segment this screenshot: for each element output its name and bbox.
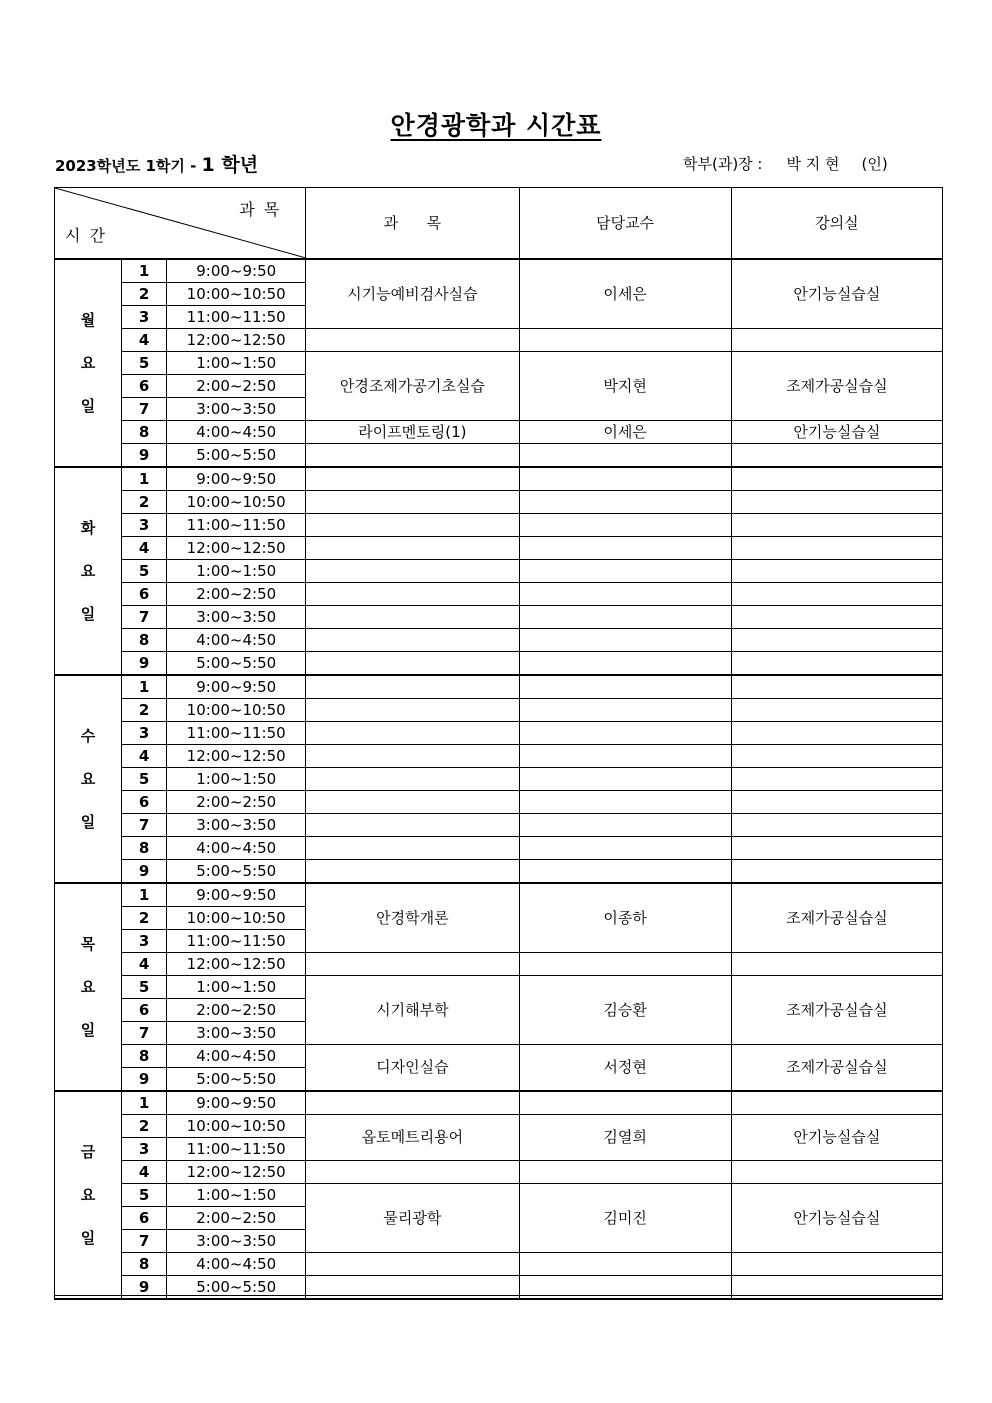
period-time: 2:00~2:50: [167, 1207, 306, 1230]
period-time: 4:00~4:50: [167, 421, 306, 444]
grade: 1 학년: [201, 154, 259, 176]
class-subject: [306, 606, 519, 629]
period-time: 2:00~2:50: [167, 791, 306, 814]
day-label-char: 요: [80, 1185, 96, 1204]
period-number: 1: [122, 883, 167, 907]
table-row: [55, 352, 943, 375]
period-time: 11:00~11:50: [167, 722, 306, 745]
class-room: [731, 514, 942, 537]
class-room: 안기능실습실: [731, 1115, 942, 1161]
class-professor: [519, 1161, 731, 1184]
period-time: 12:00~12:50: [167, 745, 306, 768]
class-professor: 박지현: [519, 352, 731, 421]
table-row: [55, 467, 943, 491]
table-row: [55, 837, 943, 860]
class-subject: 안경조제가공기초실습: [306, 352, 519, 421]
period-number: 1: [122, 675, 167, 699]
class-subject: 디자인실습: [306, 1045, 519, 1092]
class-professor: [519, 675, 731, 699]
class-room: [731, 814, 942, 837]
period-number: 5: [122, 768, 167, 791]
class-professor: [519, 1253, 731, 1276]
class-professor: [519, 837, 731, 860]
period-time: 4:00~4:50: [167, 629, 306, 652]
period-number: 9: [122, 652, 167, 676]
class-subject: [306, 560, 519, 583]
class-room: [731, 629, 942, 652]
period-time: 5:00~5:50: [167, 444, 306, 468]
period-time: 12:00~12:50: [167, 1161, 306, 1184]
class-room: [731, 444, 942, 468]
diagonal-header-cell: [55, 188, 306, 260]
class-professor: [519, 652, 731, 676]
day-label-char: 화: [80, 518, 96, 537]
period-number: 7: [122, 1022, 167, 1045]
class-subject: [306, 745, 519, 768]
period-number: 4: [122, 1161, 167, 1184]
class-room: 조제가공실습실: [731, 976, 942, 1045]
period-time: 5:00~5:50: [167, 1276, 306, 1300]
day-label-char: 요: [80, 769, 96, 788]
period-time: 3:00~3:50: [167, 814, 306, 837]
table-row: [55, 652, 943, 676]
period-time: 1:00~1:50: [167, 560, 306, 583]
period-number: 3: [122, 722, 167, 745]
period-number: 1: [122, 259, 167, 283]
class-subject: [306, 1276, 519, 1300]
class-professor: [519, 444, 731, 468]
class-room: 안기능실습실: [731, 1184, 942, 1253]
period-number: 4: [122, 953, 167, 976]
table-row: [55, 259, 943, 283]
day-label-char: 요: [80, 353, 96, 372]
period-number: 2: [122, 1115, 167, 1138]
period-number: 5: [122, 352, 167, 375]
table-row: [55, 1161, 943, 1184]
class-subject: [306, 675, 519, 699]
day-label-char: 일: [80, 1020, 96, 1039]
day-label-char: 일: [80, 1228, 96, 1247]
class-subject: [306, 1253, 519, 1276]
period-number: 6: [122, 1207, 167, 1230]
class-room: [731, 467, 942, 491]
class-subject: 시기능예비검사실습: [306, 259, 519, 329]
period-time: 5:00~5:50: [167, 1068, 306, 1092]
class-subject: [306, 1091, 519, 1115]
class-room: [731, 1276, 942, 1300]
period-number: 8: [122, 1045, 167, 1068]
period-time: 11:00~11:50: [167, 930, 306, 953]
table-row: [55, 722, 943, 745]
period-time: 9:00~9:50: [167, 259, 306, 283]
day-label-cell: [55, 883, 122, 1091]
table-row: [55, 768, 943, 791]
table-row: [55, 1115, 943, 1138]
class-professor: [519, 629, 731, 652]
class-professor: 이세은: [519, 421, 731, 444]
header-room: 강의실: [731, 188, 942, 260]
class-professor: 김승환: [519, 976, 731, 1045]
class-professor: [519, 467, 731, 491]
day-label-cell: [55, 259, 122, 467]
class-room: [731, 675, 942, 699]
period-time: 3:00~3:50: [167, 1230, 306, 1253]
period-time: 9:00~9:50: [167, 467, 306, 491]
class-subject: [306, 722, 519, 745]
class-subject: [306, 814, 519, 837]
timetable: [54, 187, 943, 1300]
class-room: [731, 699, 942, 722]
class-professor: [519, 606, 731, 629]
period-number: 3: [122, 1138, 167, 1161]
table-row: [55, 444, 943, 468]
class-room: [731, 560, 942, 583]
class-room: [731, 1091, 942, 1115]
period-number: 3: [122, 514, 167, 537]
class-professor: 이종하: [519, 883, 731, 953]
period-number: 2: [122, 699, 167, 722]
period-number: 3: [122, 930, 167, 953]
period-number: 7: [122, 1230, 167, 1253]
class-professor: [519, 953, 731, 976]
period-number: 1: [122, 467, 167, 491]
class-professor: [519, 329, 731, 352]
period-time: 1:00~1:50: [167, 1184, 306, 1207]
day-label-char: 금: [80, 1142, 96, 1161]
class-professor: 서정현: [519, 1045, 731, 1092]
period-time: 3:00~3:50: [167, 398, 306, 421]
class-room: 안기능실습실: [731, 259, 942, 329]
class-room: [731, 491, 942, 514]
period-number: 4: [122, 745, 167, 768]
period-number: 9: [122, 1068, 167, 1092]
period-number: 5: [122, 1184, 167, 1207]
class-room: [731, 583, 942, 606]
table-row: [55, 814, 943, 837]
class-professor: [519, 491, 731, 514]
period-number: 4: [122, 537, 167, 560]
table-row: [55, 583, 943, 606]
period-time: 12:00~12:50: [167, 329, 306, 352]
period-number: 5: [122, 560, 167, 583]
class-room: [731, 329, 942, 352]
class-room: [731, 768, 942, 791]
class-subject: [306, 537, 519, 560]
class-professor: [519, 699, 731, 722]
class-subject: [306, 629, 519, 652]
class-subject: [306, 699, 519, 722]
header-subject: 과 목: [306, 188, 519, 260]
table-row: [55, 675, 943, 699]
period-number: 4: [122, 329, 167, 352]
period-number: 2: [122, 907, 167, 930]
period-time: 4:00~4:50: [167, 1253, 306, 1276]
period-time: 11:00~11:50: [167, 514, 306, 537]
class-professor: [519, 514, 731, 537]
period-time: 2:00~2:50: [167, 375, 306, 398]
day-label-cell: [55, 675, 122, 883]
period-time: 1:00~1:50: [167, 976, 306, 999]
period-number: 8: [122, 421, 167, 444]
diagonal-line: [55, 188, 306, 258]
period-number: 3: [122, 306, 167, 329]
class-subject: 옵토메트리용어: [306, 1115, 519, 1161]
table-row: [55, 606, 943, 629]
period-time: 10:00~10:50: [167, 907, 306, 930]
period-number: 7: [122, 606, 167, 629]
class-room: [731, 791, 942, 814]
header-professor: 담당교수: [519, 188, 731, 260]
class-subject: [306, 837, 519, 860]
period-number: 9: [122, 1276, 167, 1300]
class-professor: [519, 860, 731, 884]
period-time: 2:00~2:50: [167, 583, 306, 606]
class-subject: [306, 768, 519, 791]
day-label-char: 수: [80, 726, 96, 745]
table-row: [55, 953, 943, 976]
class-professor: [519, 722, 731, 745]
class-room: 조제가공실습실: [731, 352, 942, 421]
class-subject: [306, 652, 519, 676]
period-number: 8: [122, 1253, 167, 1276]
period-number: 6: [122, 791, 167, 814]
class-professor: [519, 583, 731, 606]
period-number: 2: [122, 491, 167, 514]
class-room: [731, 745, 942, 768]
class-subject: 물리광학: [306, 1184, 519, 1253]
class-subject: [306, 514, 519, 537]
class-professor: [519, 537, 731, 560]
class-subject: [306, 444, 519, 468]
dean-info: [683, 153, 888, 174]
page-title-wrap: [0, 106, 992, 142]
table-row: [55, 791, 943, 814]
day-label-char: 요: [80, 977, 96, 996]
class-room: [731, 860, 942, 884]
class-subject: 라이프멘토링(1): [306, 421, 519, 444]
class-subject: 시기해부학: [306, 976, 519, 1045]
table-row: [55, 560, 943, 583]
class-subject: [306, 860, 519, 884]
period-time: 9:00~9:50: [167, 883, 306, 907]
day-label-cell: [55, 1091, 122, 1299]
dean-label: 학부(과)장 :: [683, 155, 763, 173]
day-label-char: 요: [80, 561, 96, 580]
period-time: 10:00~10:50: [167, 1115, 306, 1138]
table-row: [55, 629, 943, 652]
table-row: [55, 537, 943, 560]
period-time: 9:00~9:50: [167, 1091, 306, 1115]
period-number: 2: [122, 283, 167, 306]
period-time: 5:00~5:50: [167, 860, 306, 884]
class-room: [731, 1161, 942, 1184]
term-info: [55, 150, 258, 177]
table-row: [55, 1091, 943, 1115]
period-number: 7: [122, 398, 167, 421]
class-room: [731, 652, 942, 676]
period-time: 4:00~4:50: [167, 1045, 306, 1068]
period-time: 1:00~1:50: [167, 768, 306, 791]
table-row: [55, 1184, 943, 1207]
period-number: 5: [122, 976, 167, 999]
table-row: [55, 860, 943, 884]
diagonal-top-label: 과 목: [239, 200, 282, 219]
year-term: 2023학년도 1학기 -: [55, 157, 202, 175]
page-title: 안경광학과 시간표: [390, 111, 602, 140]
class-professor: 이세은: [519, 259, 731, 329]
period-number: 6: [122, 375, 167, 398]
period-number: 6: [122, 999, 167, 1022]
day-label-char: 월: [80, 310, 96, 329]
class-subject: [306, 791, 519, 814]
table-row: [55, 329, 943, 352]
period-time: 4:00~4:50: [167, 837, 306, 860]
period-number: 6: [122, 583, 167, 606]
class-professor: [519, 1091, 731, 1115]
table-row: [55, 1276, 943, 1300]
class-subject: [306, 953, 519, 976]
class-professor: [519, 768, 731, 791]
seal-mark: (인): [861, 155, 888, 173]
class-room: 조제가공실습실: [731, 883, 942, 953]
day-label-char: 일: [80, 396, 96, 415]
table-row: [55, 976, 943, 999]
period-number: 8: [122, 837, 167, 860]
table-row: [55, 1045, 943, 1068]
class-professor: [519, 745, 731, 768]
period-time: 1:00~1:50: [167, 352, 306, 375]
table-row: [55, 421, 943, 444]
period-time: 12:00~12:50: [167, 953, 306, 976]
day-label-char: 일: [80, 604, 96, 623]
table-row: [55, 699, 943, 722]
class-subject: [306, 491, 519, 514]
period-time: 10:00~10:50: [167, 699, 306, 722]
period-time: 2:00~2:50: [167, 999, 306, 1022]
table-row: [55, 1253, 943, 1276]
period-time: 10:00~10:50: [167, 283, 306, 306]
table-row: [55, 491, 943, 514]
period-time: 5:00~5:50: [167, 652, 306, 676]
period-time: 11:00~11:50: [167, 306, 306, 329]
day-label-char: 일: [80, 812, 96, 831]
class-professor: 김열희: [519, 1115, 731, 1161]
period-time: 12:00~12:50: [167, 537, 306, 560]
period-number: 9: [122, 860, 167, 884]
day-label-cell: [55, 467, 122, 675]
class-room: [731, 1253, 942, 1276]
dean-name: 박 지 현: [786, 155, 840, 173]
table-row: [55, 745, 943, 768]
period-number: 8: [122, 629, 167, 652]
class-subject: [306, 467, 519, 491]
class-room: [731, 606, 942, 629]
class-subject: 안경학개론: [306, 883, 519, 953]
class-room: 안기능실습실: [731, 421, 942, 444]
class-room: [731, 722, 942, 745]
table-row: [55, 514, 943, 537]
period-number: 7: [122, 814, 167, 837]
class-subject: [306, 1161, 519, 1184]
table-row: [55, 883, 943, 907]
period-number: 1: [122, 1091, 167, 1115]
diagonal-bottom-label: 시 간: [65, 226, 107, 245]
class-subject: [306, 329, 519, 352]
class-room: [731, 837, 942, 860]
class-professor: [519, 1276, 731, 1300]
class-room: [731, 537, 942, 560]
header-row: [55, 188, 943, 260]
class-room: 조제가공실습실: [731, 1045, 942, 1092]
class-subject: [306, 583, 519, 606]
class-professor: [519, 814, 731, 837]
class-room: [731, 953, 942, 976]
period-time: 11:00~11:50: [167, 1138, 306, 1161]
class-professor: [519, 560, 731, 583]
class-professor: [519, 791, 731, 814]
period-time: 9:00~9:50: [167, 675, 306, 699]
period-number: 9: [122, 444, 167, 468]
period-time: 10:00~10:50: [167, 491, 306, 514]
day-label-char: 목: [80, 934, 96, 953]
period-time: 3:00~3:50: [167, 1022, 306, 1045]
period-time: 3:00~3:50: [167, 606, 306, 629]
class-professor: 김미진: [519, 1184, 731, 1253]
